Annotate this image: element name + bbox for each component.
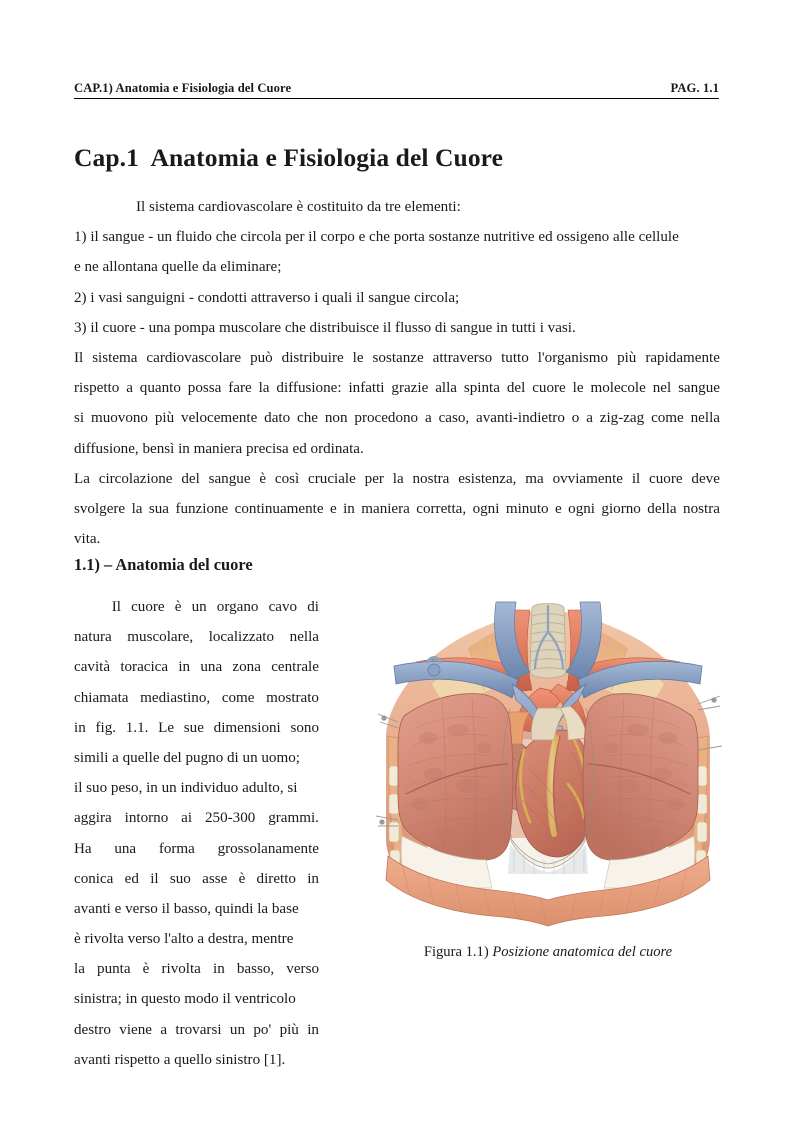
text-word: 1.1. [125, 719, 149, 736]
text-word: cruciale [308, 470, 356, 487]
text-word: una [200, 659, 223, 676]
intro-item-1-line-2: e ne allontana quelle da eliminare; [74, 259, 282, 276]
text-word: sinistra; in questo modo il ventricolo [74, 991, 296, 1008]
text-word: diffusione, bensì in maniera precisa ed ordinata. [74, 440, 364, 457]
text-word: attraverso [432, 349, 493, 366]
text-word: giorno [601, 500, 641, 517]
text-word: circolazione [98, 470, 173, 487]
text-word: spinta [463, 380, 500, 397]
text-word: viene [119, 1021, 152, 1038]
text-word: funzione [175, 500, 229, 517]
text-word: caso, [438, 410, 470, 427]
text-word: avanti rispetto a quello sinistro [1]. [74, 1051, 286, 1068]
column-line [74, 622, 319, 652]
text-word: deve [691, 470, 720, 487]
text-word: in [307, 1021, 319, 1038]
text-word: ovviamente [552, 470, 623, 487]
text-word: procedono [354, 410, 419, 427]
text-word: muscolare, [127, 629, 194, 646]
text-word: sue [183, 719, 204, 736]
text-word: cuore [532, 380, 566, 397]
section-heading-1-1: 1.1) – Anatomia del cuore [74, 554, 253, 574]
text-word: cardiovascolare [146, 349, 242, 366]
column-line [74, 834, 319, 864]
text-word: rispetto [74, 380, 120, 397]
column-line [74, 652, 319, 682]
column-line [74, 683, 319, 713]
text-word: può [250, 349, 273, 366]
text-word: in [343, 500, 355, 517]
text-word: più [617, 349, 637, 366]
column-line [74, 743, 319, 773]
text-word: del [506, 380, 526, 397]
text-word: che [297, 410, 318, 427]
text-word: della [647, 500, 677, 517]
text-word: un [229, 1021, 245, 1038]
intro-item-2: 2) i vasi sanguigni - condotti attraverso i quali il sangue circola; [74, 289, 460, 306]
body-text [74, 192, 720, 554]
text-word: ed [124, 870, 139, 887]
column-line [74, 713, 319, 743]
para2-line-1 [74, 343, 720, 373]
column-line [74, 894, 319, 924]
text-word: è [259, 470, 267, 487]
text-word: La [74, 470, 90, 487]
text-word: o [571, 410, 580, 427]
text-word: il suo peso, in un individuo adulto, si [74, 780, 298, 797]
text-word: è [174, 599, 182, 615]
text-word: localizzato [208, 629, 275, 646]
text-word: alla [435, 380, 457, 397]
text-word: le [352, 349, 364, 366]
text-word: a [424, 410, 432, 427]
text-word: forma [158, 840, 195, 857]
text-word: corretta, [416, 500, 467, 517]
text-word: minuto [505, 500, 549, 517]
intro-lead: Il sistema cardiovascolare è costituito da tre elementi: [136, 199, 461, 215]
text-word: ma [525, 470, 544, 487]
para3-line-3 [74, 524, 720, 554]
text-word: fig. [95, 719, 117, 736]
text-word: rapidamente [645, 349, 720, 366]
text-word: un [191, 599, 207, 615]
text-word: Il [74, 349, 84, 366]
text-word: sangue [208, 470, 251, 487]
text-word: vita. [74, 531, 101, 548]
text-word: sua [148, 500, 170, 517]
text-word: sangue [678, 380, 720, 397]
text-word: in [178, 659, 191, 676]
text-word: ai [181, 810, 193, 827]
text-word: muovono [90, 410, 148, 427]
text-word: intorno [124, 810, 169, 827]
text-word: nella [690, 410, 720, 427]
text-word: zig-zag [599, 410, 645, 427]
intro-item-1-line-1: 1) il sangue - un fluido che circola per il corpo e che porta sostanze nutritive ed ossigeno alle cellule [74, 229, 679, 246]
text-word: dimensioni [213, 719, 281, 736]
text-word: più [279, 1021, 299, 1038]
text-word: organo [216, 599, 259, 615]
column-line [74, 592, 319, 622]
text-word: e [555, 500, 562, 517]
para2-line-4 [74, 434, 720, 464]
text-word: punta [97, 961, 131, 978]
text-word: svolgere [74, 500, 126, 517]
text-word: Ha [74, 840, 92, 857]
text-word: Le [158, 719, 175, 736]
text-word: la [131, 500, 143, 517]
text-word: ogni [568, 500, 595, 517]
text-word: sistema [92, 349, 138, 366]
text-word: a [586, 410, 593, 427]
text-word: di [307, 599, 319, 615]
text-word: cuore [649, 470, 683, 487]
text-word: centrale [271, 659, 319, 676]
column-line [74, 1015, 319, 1045]
text-word: per [364, 470, 384, 487]
text-word: le [572, 380, 584, 397]
text-word: il [150, 870, 159, 887]
text-word: nel [652, 380, 672, 397]
text-word: 250-300 [205, 810, 256, 827]
trachea-group [530, 604, 566, 679]
text-word: non [324, 410, 348, 427]
figure-caption-title: Posizione anatomica del cuore [492, 944, 673, 960]
text-word: grossolanamente [217, 840, 319, 857]
text-word: a [160, 1021, 168, 1038]
para2-line-2 [74, 373, 720, 403]
text-word: trovarsi [175, 1021, 222, 1038]
text-word: in [74, 719, 86, 736]
text-word: come [221, 689, 255, 706]
text-word: mediastino, [140, 689, 211, 706]
para3-line-2 [74, 494, 720, 524]
text-word: grammi. [268, 810, 319, 827]
text-word: è [142, 961, 150, 978]
text-word: grazie [391, 380, 429, 397]
text-word: simili a quelle del pugno di un uomo; [74, 749, 300, 766]
text-word: il [631, 470, 641, 487]
text-word: più [154, 410, 175, 427]
vein-nub-left [428, 664, 440, 676]
text-word: basso, [236, 961, 275, 978]
text-word: ogni [472, 500, 500, 517]
text-word: nostra [412, 470, 450, 487]
text-word: e [329, 500, 337, 517]
column-line [74, 864, 319, 894]
figure-caption-number: Figura 1.1) [423, 944, 493, 960]
text-word: zona [232, 659, 261, 676]
text-word: cavo [268, 599, 298, 615]
text-word: a [126, 380, 133, 397]
text-word: infatti [348, 380, 385, 397]
column-line [74, 773, 319, 803]
text-word: esistenza, [458, 470, 517, 487]
text-word: cuore [131, 599, 165, 615]
text-word: sono [290, 719, 319, 736]
text-word: dato [264, 410, 291, 427]
text-word: in [213, 961, 225, 978]
text-word: si [74, 410, 85, 427]
column-line [74, 924, 319, 954]
text-word: Il [74, 599, 121, 615]
text-word: l'organismo [537, 349, 609, 366]
intro-item-3: 3) il cuore - una pompa muscolare che distribuisce il flusso di sangue in tutti i vasi. [74, 319, 576, 336]
text-word: distribuire [281, 349, 344, 366]
text-word: conica [74, 870, 114, 887]
text-word: aggira [74, 810, 112, 827]
text-word: la [392, 470, 404, 487]
text-word: maniera [361, 500, 410, 517]
column-line [74, 954, 319, 984]
text-word: po' [253, 1021, 272, 1038]
column-line [74, 984, 319, 1014]
column-line [74, 803, 319, 833]
text-word: del [181, 470, 200, 487]
text-word: sostanze [372, 349, 424, 366]
anatomy-body-column [74, 592, 319, 1075]
text-word: molecole [590, 380, 646, 397]
text-word: tutto [501, 349, 529, 366]
text-word: in [307, 870, 319, 887]
text-word: quanto [139, 380, 181, 397]
text-word: natura [74, 629, 112, 646]
figure-thorax-illustration [372, 588, 724, 933]
text-word: diretto [256, 870, 296, 887]
text-word: mostrato [266, 689, 319, 706]
page-header [74, 72, 719, 99]
text-word: avanti-indietro [476, 410, 565, 427]
text-word: chiamata [74, 689, 129, 706]
text-word: asse [202, 870, 228, 887]
text-word: fare [228, 380, 252, 397]
text-word: destro [74, 1021, 111, 1038]
column-line [74, 1045, 319, 1075]
text-word: avanti e verso il basso, quindi la base [74, 900, 299, 917]
text-word: la [74, 961, 85, 978]
text-word: cavità [74, 659, 111, 676]
text-word: diffusione: [276, 380, 342, 397]
thorax-anatomy-svg [372, 588, 724, 933]
text-word: come [651, 410, 684, 427]
text-word: è rivolta verso l'alto a destra, mentre [74, 931, 294, 948]
para3-line-1 [74, 464, 720, 494]
header-page-number: PAG. 1.1 [670, 81, 719, 96]
text-word: suo [169, 870, 191, 887]
text-word: la [258, 380, 270, 397]
text-word: verso [286, 961, 319, 978]
figure-caption [372, 944, 724, 961]
text-word: è [238, 870, 246, 887]
text-word: continuamente [234, 500, 324, 517]
text-word: rivolta [161, 961, 201, 978]
text-word: una [114, 840, 137, 857]
chapter-title: Cap.1 Anatomia e Fisiologia del Cuore [74, 143, 504, 173]
text-word: velocemente [181, 410, 258, 427]
header-chapter-label: CAP.1) Anatomia e Fisiologia del Cuore [74, 81, 292, 96]
text-word: nostra [683, 500, 720, 517]
text-word: così [274, 470, 300, 487]
text-word: toracica [120, 659, 169, 676]
para2-line-3 [74, 403, 720, 433]
text-word: possa [187, 380, 222, 397]
text-word: nella [289, 629, 319, 646]
